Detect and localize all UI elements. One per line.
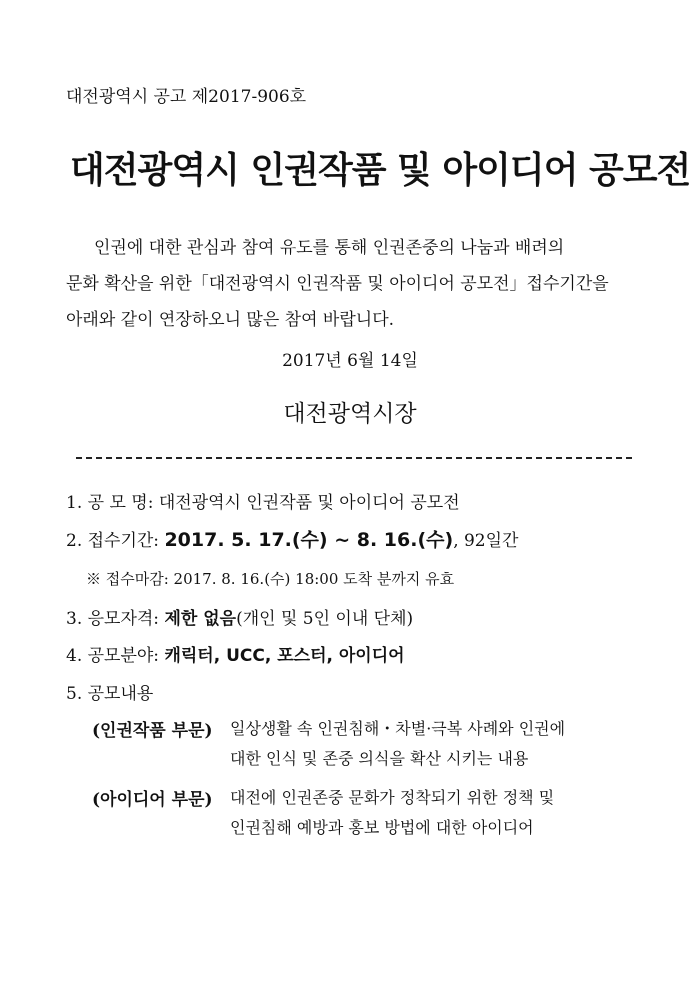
item-period [66,525,518,552]
item-contest-name [66,488,460,513]
section-text: 인권침해 예방과 홍보 방법에 대한 아이디어 [230,818,534,837]
section-label-ideas: (아이디어 부문) [92,790,213,810]
item-value: 대전광역시 인권작품 및 아이디어 공모전 [158,493,460,513]
item-label: 5. 공모내용 [66,684,154,704]
section-text: 대전에 인권존중 문화가 정착되기 위한 정책 및 [230,788,555,807]
item-fields [66,641,405,666]
item-value: 캐릭터, UCC, 포스터, 아이디어 [164,646,405,666]
item-eligibility [66,604,413,629]
notice-number: 대전광역시 공고 제2017-906호 [66,87,307,107]
intro-paragraph [66,230,636,338]
item-label: 4. 공모분야: [66,646,160,666]
issuer: 대전광역시장 [283,401,417,427]
dashed-divider [76,457,632,459]
item-value: 2017. 5. 17.(수) ~ 8. 16.(수) [164,529,454,551]
item-suffix: (개인 및 5인 이내 단체) [236,609,414,629]
item-value: 제한 없음 [164,609,237,629]
item-label: 3. 응모자격: [66,609,160,629]
deadline-note: ※ 접수마감: 2017. 8. 16.(수) 18:00 도착 분까지 유효 [86,570,455,588]
page-title: 대전광역시 인권작품 및 아이디어 공모전 [70,150,691,191]
section-label-rights-works: (인권작품 부문) [92,721,213,741]
item-content [66,679,153,704]
intro-line: 문화 확산을 위한「대전광역시 인권작품 및 아이디어 공모전」접수기간을 [66,274,609,294]
item-label: 1. 공 모 명: [66,493,154,513]
notice-date: 2017년 6월 14일 [282,351,418,371]
section-text: 일상생활 속 인권침해・차별·극복 사례와 인권에 [230,719,566,738]
intro-line: 인권에 대한 관심과 참여 유도를 통해 인권존중의 나눔과 배려의 [94,238,565,258]
intro-line: 아래와 같이 연장하오니 많은 참여 바랍니다. [66,310,395,330]
item-label: 2. 접수기간: [66,531,160,551]
section-text: 대한 인식 및 존중 의식을 확산 시키는 내용 [230,749,529,768]
item-suffix: , 92일간 [453,531,519,551]
